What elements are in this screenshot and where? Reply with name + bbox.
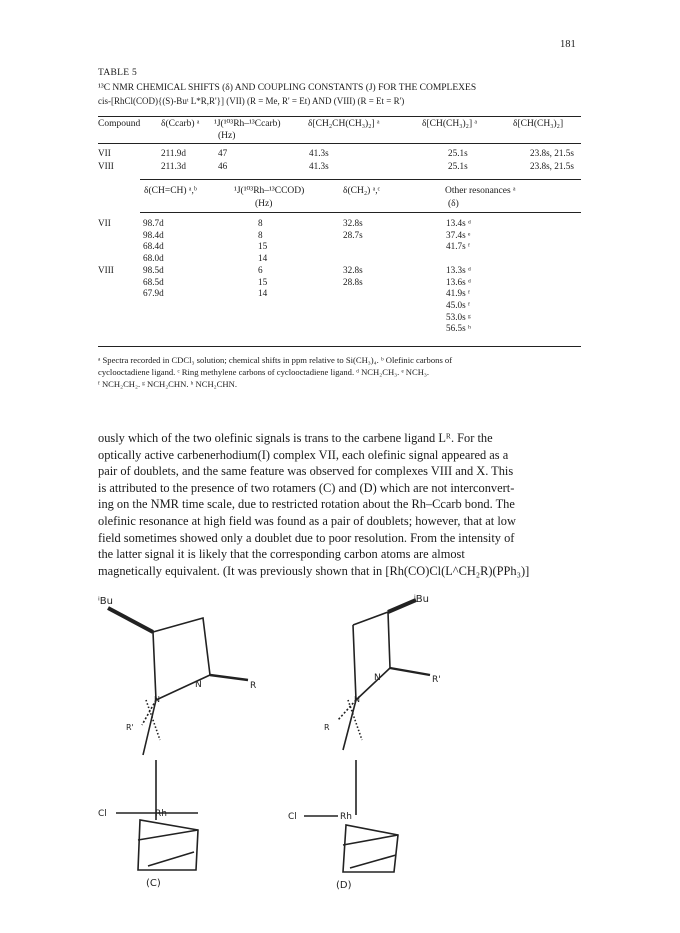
table2-row-5-coupling: 6 <box>258 264 263 275</box>
col-ch3-header: δ[CH(CH₃)₂] <box>513 119 564 129</box>
table2-row-7-coupling: 14 <box>258 288 268 299</box>
body-line-8: the latter signal it is likely that the corresponding carbon atoms are almost <box>98 547 465 562</box>
table2-row-6-coupling: 15 <box>258 276 268 287</box>
table2-row-2-olefin-shift: 98.4d <box>143 229 164 240</box>
footnote-line-3: ᶠ NCH₂CH₂. ᵍ NCH₂CHN. ʰ NCH₂CHN. <box>98 379 237 389</box>
table2-row-9-other-resonance: 53.0s ᵍ <box>446 311 471 322</box>
table-header-rule-2 <box>140 212 581 213</box>
rh-label-c: Rh <box>155 809 167 819</box>
n-label-c-upper: N <box>195 680 202 690</box>
table2-row-7-other-resonance: 41.9s ᶠ <box>446 288 470 299</box>
structure-d <box>304 600 430 872</box>
table2-row-1-olefin-shift: 98.7d <box>143 218 164 228</box>
col-ring-ch2-header: δ(CH₂) ᵃ,ᶜ <box>343 186 381 196</box>
table2-row-7-olefin-shift: 67.9d <box>143 288 164 299</box>
col-other-header: Other resonances ᵃ <box>445 186 516 196</box>
structure-c <box>108 608 248 870</box>
n-label-c-lower: N <box>154 695 160 704</box>
rh-label-d: Rh <box>340 812 352 822</box>
table2-row-2-other-resonance: 37.4s ᵉ <box>446 229 471 240</box>
table-bottom-rule <box>98 346 581 347</box>
col-compound-header: Compound <box>98 119 141 129</box>
table2-row-1-compound: VII <box>98 218 111 228</box>
table2-row-3-olefin-shift: 68.4d <box>143 241 164 252</box>
ibu-label-right: ⁱBu <box>414 594 429 605</box>
table2-row-6-olefin-shift: 68.5d <box>143 276 164 287</box>
body-line-4: is attributed to the presence of two rotamers (C) and (D) which are not interconvert- <box>98 480 515 495</box>
row1-j: 47 <box>218 148 228 158</box>
row1-ch2: 41.3s <box>309 148 329 158</box>
body-line-1: ously which of the two olefinic signals is trans to the carbene ligand Lᴿ. For the <box>98 431 493 445</box>
table2-row-6-ring-ch2: 28.8s <box>343 276 363 287</box>
r-label-d: R' <box>432 675 441 685</box>
col-ch-header: δ[CH(CH₃)₂] ᵃ <box>422 119 478 129</box>
body-line-9: magnetically equivalent. (It was previously shown that in [Rh(CO)Cl(L^CH₂R)(PPh₃)] <box>98 563 530 578</box>
col-olefin-header: δ(CH=CH) ᵃ,ᵇ <box>144 186 197 196</box>
row2-ccarb: 211.3d <box>161 161 186 171</box>
table-label: TABLE 5 <box>98 68 138 78</box>
row2-ch: 25.1s <box>448 161 468 171</box>
col-j-unit: (Hz) <box>218 131 236 141</box>
r-prime-label-d: R <box>324 723 330 732</box>
table2-row-10-other-resonance: 56.5s ʰ <box>446 323 471 334</box>
body-line-3: pair of doublets, and the same feature was observed for complexes VIII and X. This <box>98 464 514 479</box>
row1-ch: 25.1s <box>448 148 468 158</box>
row1-ch3: 23.8s, 21.5s <box>530 148 574 158</box>
table-title <box>98 82 588 108</box>
table2-row-6-other-resonance: 13.6s ᵈ <box>446 276 471 287</box>
table2-row-5-other-resonance: 13.3s ᵈ <box>446 264 471 275</box>
col-jcod-header: ¹J(¹⁰³Rh–¹³CCOD) <box>234 186 305 196</box>
table2-row-2-ring-ch2: 28.7s <box>343 229 363 240</box>
col-other-unit: (δ) <box>448 199 459 209</box>
col-j-header: ¹J(¹⁰³Rh–¹³Ccarb) <box>214 119 281 129</box>
table-section-rule <box>140 179 581 180</box>
cl-label-d: Cl <box>288 812 297 822</box>
table2-row-5-olefin-shift: 98.5d <box>143 264 164 275</box>
ibu-label-left: ⁱBu <box>98 596 113 607</box>
rotamer-structures-figure <box>98 590 578 890</box>
table2-row-1-ring-ch2: 32.8s <box>343 218 363 228</box>
col-ccarb-header: δ(Ccarb) ᵃ <box>161 119 200 129</box>
row2-compound: VIII <box>98 161 114 171</box>
n-label-d-upper: N <box>374 673 381 683</box>
footnote-line-2: cyclooctadiene ligand. ᶜ Ring methylene carbons of cyclooctadiene ligand. ᵈ NCH₂CH₃. ᵉ NCH₃. <box>98 367 430 377</box>
r-prime-label-c: R' <box>126 723 134 732</box>
page-number: 181 <box>560 39 576 50</box>
body-line-6: olefinic resonance at high field was found as a pair of doublets; however, that at low <box>98 513 516 528</box>
table2-row-3-coupling: 15 <box>258 241 268 252</box>
col-jcod-unit: (Hz) <box>255 199 273 209</box>
table2-row-4-olefin-shift: 68.0d <box>143 253 164 264</box>
body-paragraph <box>98 430 582 579</box>
table-footnotes <box>98 354 582 390</box>
table-header-rule-1 <box>98 143 581 144</box>
body-line-2: optically active carbenerhodium(I) complex VII, each olefinic signal appeared as a <box>98 447 509 462</box>
table2-row-3-other-resonance: 41.7s ᶠ <box>446 241 470 252</box>
table2-row-1-other-resonance: 13.4s ᵈ <box>446 218 471 228</box>
col-ch2-header: δ[CH₂CH(CH₃)₂] ᵃ <box>308 119 380 129</box>
table-title-line-1: ¹³C NMR CHEMICAL SHIFTS (δ) AND COUPLING CONSTANTS (J) FOR THE COMPLEXES <box>98 83 477 93</box>
table2-row-5-ring-ch2: 32.8s <box>343 264 363 275</box>
row2-j: 46 <box>218 161 228 171</box>
row2-ch3: 23.8s, 21.5s <box>530 161 574 171</box>
row1-compound: VII <box>98 148 111 158</box>
footnote-line-1: ᵃ Spectra recorded in CDCl₃ solution; chemical shifts in ppm relative to Si(CH₃)₄. ᵇ Olefinic carbons of <box>98 355 453 365</box>
n-label-d-lower: N <box>354 695 360 704</box>
row2-ch2: 41.3s <box>309 161 329 171</box>
table2-row-2-coupling: 8 <box>258 229 263 240</box>
r-label-c: R <box>250 681 257 691</box>
table2-row-1-coupling: 8 <box>258 218 263 228</box>
table2-row-8-other-resonance: 45.0s ᶠ <box>446 299 470 310</box>
table-top-rule <box>98 116 581 117</box>
table2-row-5-compound: VIII <box>98 264 114 275</box>
caption-d: (D) <box>336 880 352 890</box>
table2-row-4-coupling: 14 <box>258 253 268 264</box>
cl-label-c: Cl <box>98 809 107 819</box>
body-line-7: field sometimes showed only a doublet due to poor resolution. From the intensity of <box>98 530 515 545</box>
row1-ccarb: 211.9d <box>161 148 186 158</box>
table-title-line-2: cis-[RhCl(COD){(S)-Buᵗ L*R,R'}] (VII) (R = Me, R' = Et) AND (VIII) (R = Et = R') <box>98 96 405 106</box>
caption-c: (C) <box>146 878 161 889</box>
body-line-5: ing on the NMR time scale, due to restricted rotation about the Rh–Ccarb bond. The <box>98 497 515 512</box>
